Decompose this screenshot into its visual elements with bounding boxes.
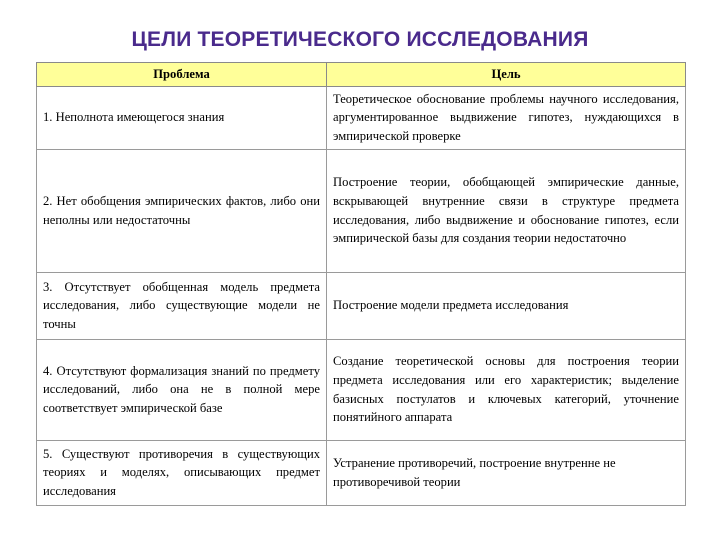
table-header-row <box>37 63 686 87</box>
goals-table <box>36 62 686 506</box>
table-row <box>37 86 686 149</box>
goal-cell: Теоретическое обоснование проблемы научного исследования, аргументированное выдвижение гипотез, нуждающихся в эмпирической проверке <box>327 86 686 149</box>
problem-cell: 1. Неполнота имеющегося знания <box>37 86 327 149</box>
goal-cell: Устранение противоречий, построение внутренне не противоречивой теории <box>327 440 686 505</box>
problem-cell: 5. Существуют противоречия в существующих теориях и моделях, описывающих предмет исследования <box>37 440 327 505</box>
problem-cell: 4. Отсутствуют формализация знаний по предмету исследований, либо она не в полной мере соответствует эмпирической базе <box>37 339 327 440</box>
slide-title: ЦЕЛИ ТЕОРЕТИЧЕСКОГО ИССЛЕДОВАНИЯ <box>131 28 589 51</box>
problem-cell: 3. Отсутствует обобщенная модель предмета исследования, либо существующие модели не точны <box>37 272 327 339</box>
goal-cell: Построение модели предмета исследования <box>327 272 686 339</box>
table-row <box>37 440 686 505</box>
table-row <box>37 272 686 339</box>
table-row <box>37 339 686 440</box>
table-row <box>37 149 686 272</box>
problem-cell: 2. Нет обобщения эмпирических фактов, либо они неполны или недостаточны <box>37 149 327 272</box>
goal-cell: Построение теории, обобщающей эмпирические данные, вскрывающей внутренние связи в структуре предмета исследования, либо выдвижение и обоснование гипотез, если эмпирической базы для создания теории недостаточно <box>327 149 686 272</box>
header-problem: Проблема <box>37 63 327 87</box>
goal-cell: Создание теоретической основы для построения теории предмета исследования или его характеристик; выделение базисных постулатов и ключевых категорий, уточнение понятийного аппарата <box>327 339 686 440</box>
header-goal: Цель <box>327 63 686 87</box>
